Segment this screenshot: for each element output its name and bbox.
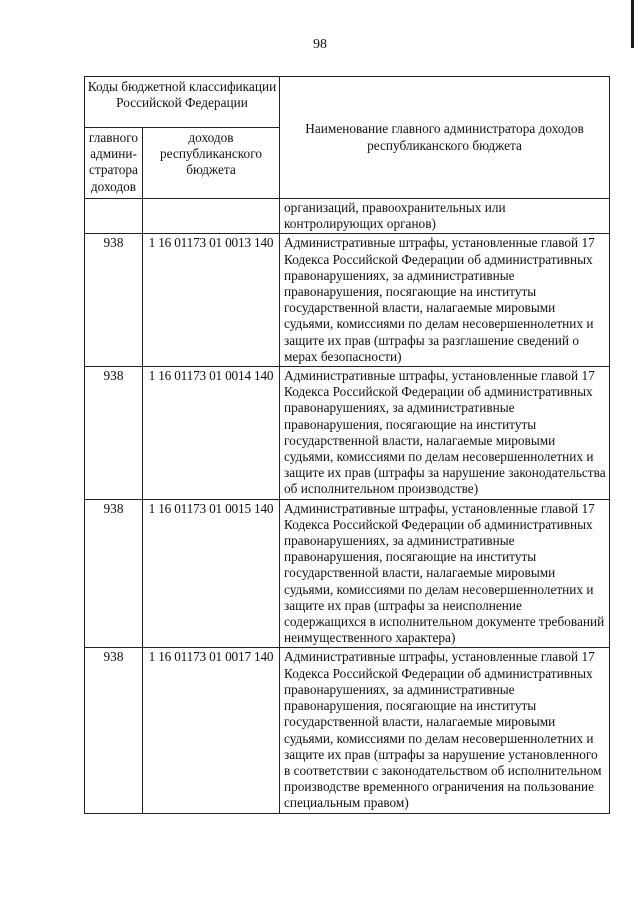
admin-code-cell: [85, 199, 143, 234]
table-row: [85, 367, 610, 500]
income-code-cell: 1 16 01173 01 0017 140: [143, 648, 280, 813]
description-cell: Административные штрафы, установленные главой 17 Кодекса Российской Федерации об административных правонарушениях, за административные правонарушения, посягающие на институты государственной власти, налагаемые мировыми судьями, комиссиями по делам несовершеннолетних и защите их прав (штрафы за разглашение сведений о мерах безопасности): [280, 234, 610, 367]
budget-code-table: [84, 76, 610, 814]
header-budget-codes: Коды бюджетной классификации Российской Федерации: [85, 77, 280, 128]
table-row: [85, 648, 610, 813]
header-chief-administrator: главного админи-стратора доходов: [85, 128, 143, 199]
description-cell: Административные штрафы, установленные главой 17 Кодекса Российской Федерации об административных правонарушениях, за административные правонарушения, посягающие на институты государственной власти, налагаемые мировыми судьями, комиссиями по делам несовершеннолетних и защите их прав (штрафы за нарушение законодательства об исполнительном производстве): [280, 367, 610, 500]
admin-code-cell: 938: [85, 648, 143, 813]
income-code-cell: 1 16 01173 01 0013 140: [143, 234, 280, 367]
table-header-row: [85, 77, 610, 128]
table-row: [85, 234, 610, 367]
description-cell: Административные штрафы, установленные главой 17 Кодекса Российской Федерации об административных правонарушениях, за административные правонарушения, посягающие на институты государственной власти, налагаемые мировыми судьями, комиссиями по делам несовершеннолетних и защите их прав (штрафы за нарушение установленного в соответствии с законодательством об исполнительном производстве временного ограничения на пользование специальным правом): [280, 648, 610, 813]
income-code-cell: [143, 199, 280, 234]
admin-code-cell: 938: [85, 367, 143, 500]
income-code-cell: 1 16 01173 01 0014 140: [143, 367, 280, 500]
scan-edge-mark: [631, 0, 634, 48]
admin-code-cell: 938: [85, 234, 143, 367]
page-number: 98: [313, 37, 327, 52]
table-row-continuation: [85, 199, 610, 234]
description-cell: организаций, правоохранительных или контролирующих органов): [280, 199, 610, 234]
header-republican-income: доходов республиканского бюджета: [143, 128, 280, 199]
table-row: [85, 499, 610, 648]
income-code-cell: 1 16 01173 01 0015 140: [143, 499, 280, 648]
description-cell: Административные штрафы, установленные главой 17 Кодекса Российской Федерации об административных правонарушениях, за административные правонарушения, посягающие на институты государственной власти, налагаемые мировыми судьями, комиссиями по делам несовершеннолетних и защите их прав (штрафы за неисполнение содержащихся в исполнительном документе требований неимущественного характера): [280, 499, 610, 648]
header-administrator-name: Наименование главного администратора доходов республиканского бюджета: [280, 77, 610, 199]
admin-code-cell: 938: [85, 499, 143, 648]
